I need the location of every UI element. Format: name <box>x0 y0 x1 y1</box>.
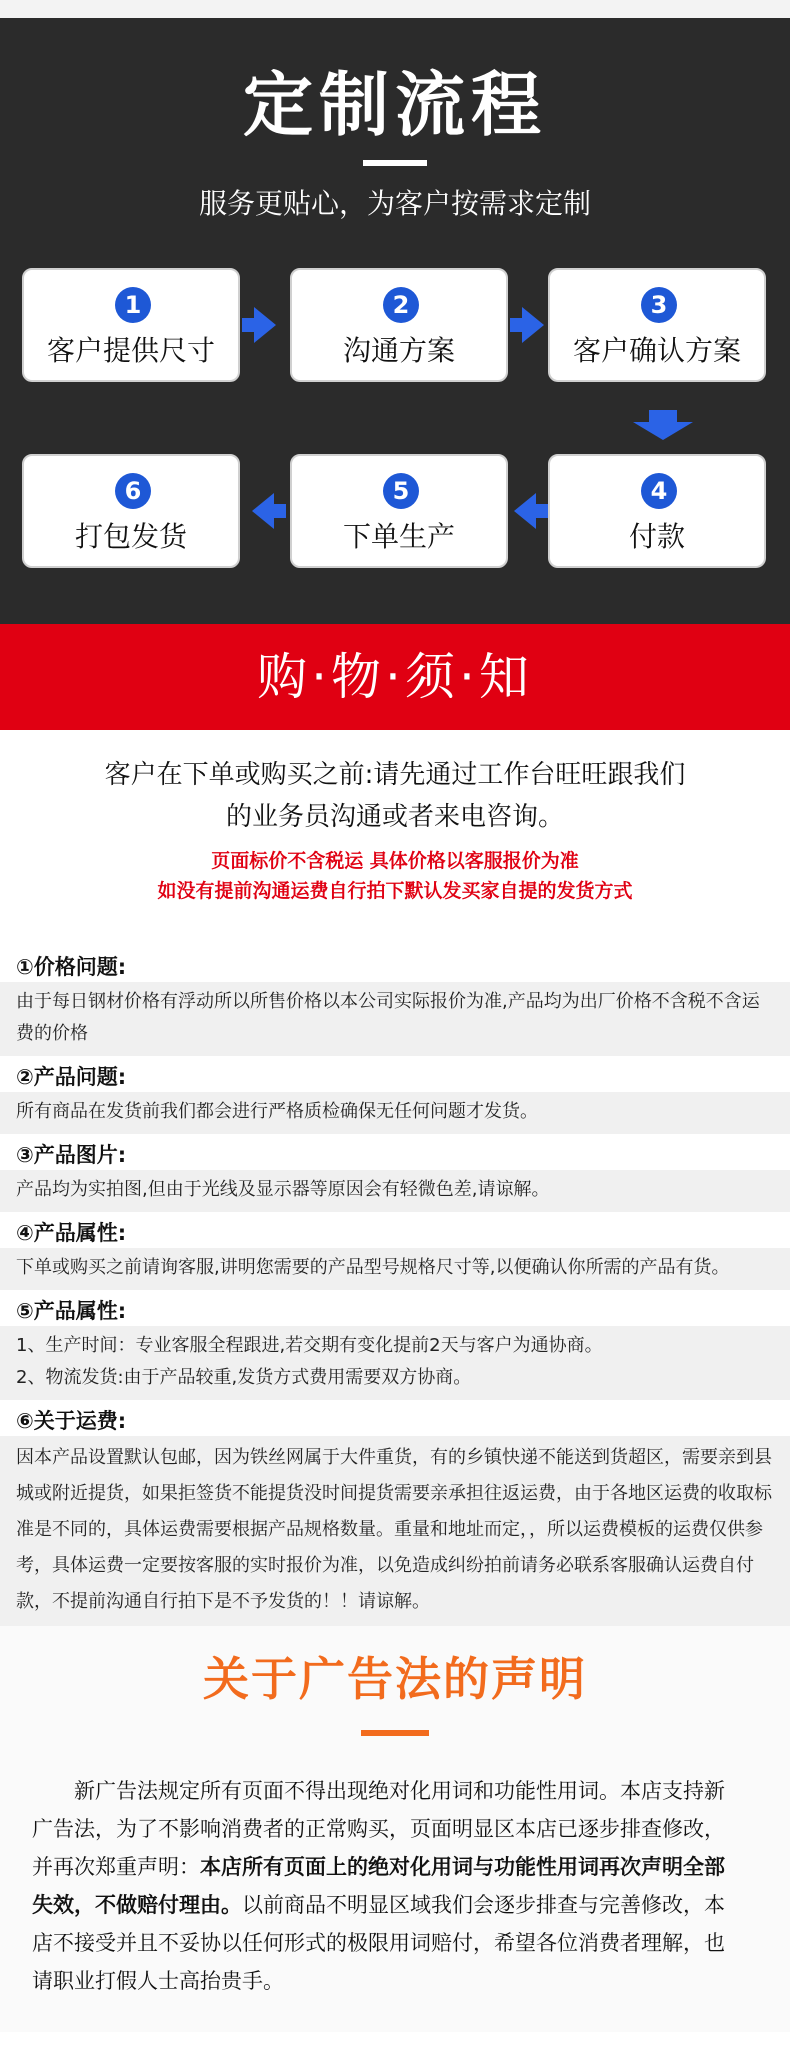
section-title-price: ①价格问题: <box>0 946 790 982</box>
section-text: 下单或购买之前请询客服,讲明您需要的产品型号规格尺寸等,以便确认你所需的产品有货。 <box>16 1257 730 1278</box>
notice-sections <box>0 946 790 1626</box>
step-number-badge: 2 <box>383 287 419 323</box>
step-number-badge: 6 <box>115 473 151 509</box>
statement-underline <box>361 1730 429 1736</box>
section-title-images: ③产品图片: <box>0 1134 790 1170</box>
price-notice: 页面标价不含税运 具体价格以客服报价为准 <box>211 850 579 872</box>
title-underline <box>363 160 427 166</box>
arrow-left-icon <box>252 493 274 529</box>
step-number-badge: 3 <box>641 287 677 323</box>
section-title-product: ②产品问题: <box>0 1056 790 1092</box>
section-body-attributes-2 <box>0 1326 790 1400</box>
arrow-right-icon <box>522 307 544 343</box>
step-card-2 <box>290 268 508 382</box>
step-card-4 <box>548 454 766 568</box>
statement-body <box>32 1772 744 2000</box>
section-title-attributes-2: ⑤产品属性: <box>0 1290 790 1326</box>
shopping-notice-banner: 购·物·须·知 <box>0 624 790 730</box>
intro-line-1: 客户在下单或购买之前:请先通过工作台旺旺跟我们 <box>104 760 686 790</box>
section-body-shipping <box>0 1436 790 1626</box>
statement-text-bold: 本店所有页面上的绝对化用词与功能性用词再次声明全部失效，不做赔付理由。 <box>32 1855 725 1917</box>
process-subtitle: 服务更贴心，为客户按需求定制 <box>198 187 591 220</box>
statement-title: 关于广告法的声明 <box>203 1652 587 1706</box>
step-number-badge: 1 <box>115 287 151 323</box>
ad-law-statement <box>0 1626 790 2032</box>
section-body-product <box>0 1092 790 1134</box>
section-title-shipping: ⑥关于运费: <box>0 1400 790 1436</box>
step-card-6 <box>22 454 240 568</box>
arrow-left-icon <box>514 493 536 529</box>
shipping-notice: 如没有提前沟通运费自行拍下默认发买家自提的发货方式 <box>157 880 633 902</box>
custom-process-section <box>0 0 790 624</box>
step-label: 打包发货 <box>74 520 187 553</box>
statement-text-1: 新广告法规定所有页面不得出现绝对化用词和功能性用词。本店支持新广告法，为了不影响消费者的正常购买，页面明显区本店已逐步排查修改，并再次郑重声明： <box>32 1779 725 1879</box>
section-body-price <box>0 982 790 1056</box>
section-text: 2、物流发货:由于产品较重,发货方式费用需要双方协商。 <box>16 1367 472 1388</box>
arrow-down-icon <box>633 422 693 440</box>
section-body-images <box>0 1170 790 1212</box>
section-text: 所有商品在发货前我们都会进行严格质检确保无任何问题才发货。 <box>16 1101 538 1122</box>
step-number-badge: 4 <box>641 473 677 509</box>
notice-intro <box>0 730 790 906</box>
step-label: 客户确认方案 <box>572 334 741 367</box>
step-card-1 <box>22 268 240 382</box>
section-text: 1、生产时间：专业客服全程跟进,若交期有变化提前2天与客户为通协商。 <box>16 1335 603 1356</box>
section-body-attributes <box>0 1248 790 1290</box>
step-label: 客户提供尺寸 <box>46 334 215 367</box>
step-label: 下单生产 <box>342 520 455 553</box>
step-number-badge: 5 <box>383 473 419 509</box>
statement-text-3: 以前商品不明显区域我们会逐步排查与完善修改，本店不接受并且不妥协以任何形式的极限用词赔付，希望各位消费者理解，也请职业打假人士高抬贵手。 <box>32 1893 725 1993</box>
section-text: 因本产品设置默认包邮，因为铁丝网属于大件重货，有的乡镇快递不能送到货超区，需要亲到县城或附近提货，如果拒签货不能提货没时间提货需要亲承担往返运费，由于各地区运费的收取标准是不同的，具体运费需要根据产品规格数量。重量和地址而定，，所以运费模板的运费仅供参考，具体运费一定要按客服的实时报价为准，以免造成纠纷拍前请务必联系客服确认运费自付款，不提前沟通自行拍下是不予发货的！！请谅解。 <box>16 1447 772 1612</box>
arrow-right-icon <box>254 307 276 343</box>
top-band <box>0 0 790 18</box>
step-label: 付款 <box>628 520 685 553</box>
step-label: 沟通方案 <box>342 334 455 367</box>
section-title-attributes: ④产品属性: <box>0 1212 790 1248</box>
section-text: 产品均为实拍图,但由于光线及显示器等原因会有轻微色差,请谅解。 <box>16 1179 550 1200</box>
process-title: 定制流程 <box>243 64 547 146</box>
step-card-5 <box>290 454 508 568</box>
intro-line-2: 的业务员沟通或者来电咨询。 <box>225 802 564 832</box>
section-text: 由于每日钢材价格有浮动所以所售价格以本公司实际报价为准,产品均为出厂价格不含税不含运费的价格 <box>16 991 760 1044</box>
step-card-3 <box>548 268 766 382</box>
